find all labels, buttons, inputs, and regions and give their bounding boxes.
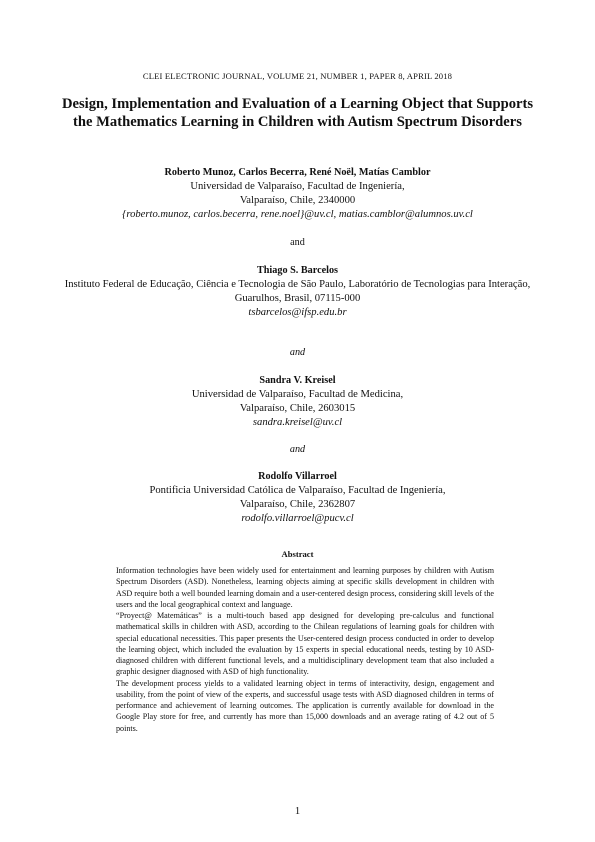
author-block-3 [60,374,535,430]
abstract-paragraph: “Proyect@ Matemáticas” is a multi-touch based app designed for developing pre-calculus and functional mathematical skills in children with ASD, according to the Chilean regulations of learning goals for children with special educational necessities. This paper presents the User-centered design process conducted in order to develop the learning object, which included the evaluation by 15 experts in special educational needs, testing by 10 ASD-diagnosed children with different functional levels, and a multidisciplinary development team that also included a graphic designer diagnosed with ASD of high functionality. [116,611,494,677]
page-number: 1 [294,806,301,817]
author-block-2 [55,264,540,320]
abstract-paragraph: Information technologies have been widely used for entertainment and learning purposes by children with Autism Spectrum Disorders (ASD). Nonetheless, learning objects aiming at specific skills development in children with ASD require both a well bounded learning domain and a user-centered design process, considering skill levels of the users and the local geographical context and language. [116,566,494,609]
author-block-4 [60,470,535,526]
abstract-heading: Abstract [281,549,314,559]
author-names: Sandra V. Kreisel [259,375,336,386]
author-affiliation: Universidad de Valparaíso, Facultad de Medicina, [191,389,404,400]
author-address: Guarulhos, Brasil, 07115-000 [234,293,361,304]
author-address: Valparaíso, Chile, 2340000 [239,195,356,206]
author-email: sandra.kreisel@uv.cl [252,417,343,428]
author-address: Valparaíso, Chile, 2362807 [239,499,356,510]
author-email: rodolfo.villarroel@pucv.cl [241,513,354,524]
author-affiliation: Universidad de Valparaíso, Facultad de Ingeniería, [190,181,405,192]
author-block-1 [60,166,535,222]
author-affiliation: Pontificia Universidad Católica de Valparaíso, Facultad de Ingeniería, [149,485,446,496]
paper-title: Design, Implementation and Evaluation of a Learning Object that Supports the Mathematics Learning in Children with Autism Spectrum Disorders [61,96,534,130]
and-separator-1: and [290,237,305,248]
author-address: Valparaíso, Chile, 2603015 [239,403,356,414]
author-email: tsbarcelos@ifsp.edu.br [248,307,347,318]
author-names: Roberto Munoz, Carlos Becerra, René Noël, Matías Camblor [164,167,431,178]
abstract-paragraph: The development process yields to a validated learning object in terms of interactivity, design, engagement and usability, from the point of view of the experts, and successful usage tests with ASD diagnosed children in terms of performance and achievement of learning outcomes. The application is currently available for download in the Google Play store for free, and currently has more than 15,000 downloads and an average rating of 4.2 out of 5 points. [116,678,494,733]
abstract-body [116,565,494,734]
and-separator-3: and [289,444,306,455]
journal-header: CLEI ELECTRONIC JOURNAL, VOLUME 21, NUMBER 1, PAPER 8, APRIL 2018 [142,71,453,81]
author-affiliation: Instituto Federal de Educação, Ciência e Tecnologia de São Paulo, Laboratório de Tecnologias para Interação, [64,279,531,290]
author-names: Thiago S. Barcelos [256,265,339,276]
author-email: {roberto.munoz, carlos.becerra, rene.noel}@uv.cl, matias.camblor@alumnos.uv.cl [122,209,473,220]
and-separator-2: and [289,347,306,358]
author-names: Rodolfo Villarroel [258,471,337,482]
